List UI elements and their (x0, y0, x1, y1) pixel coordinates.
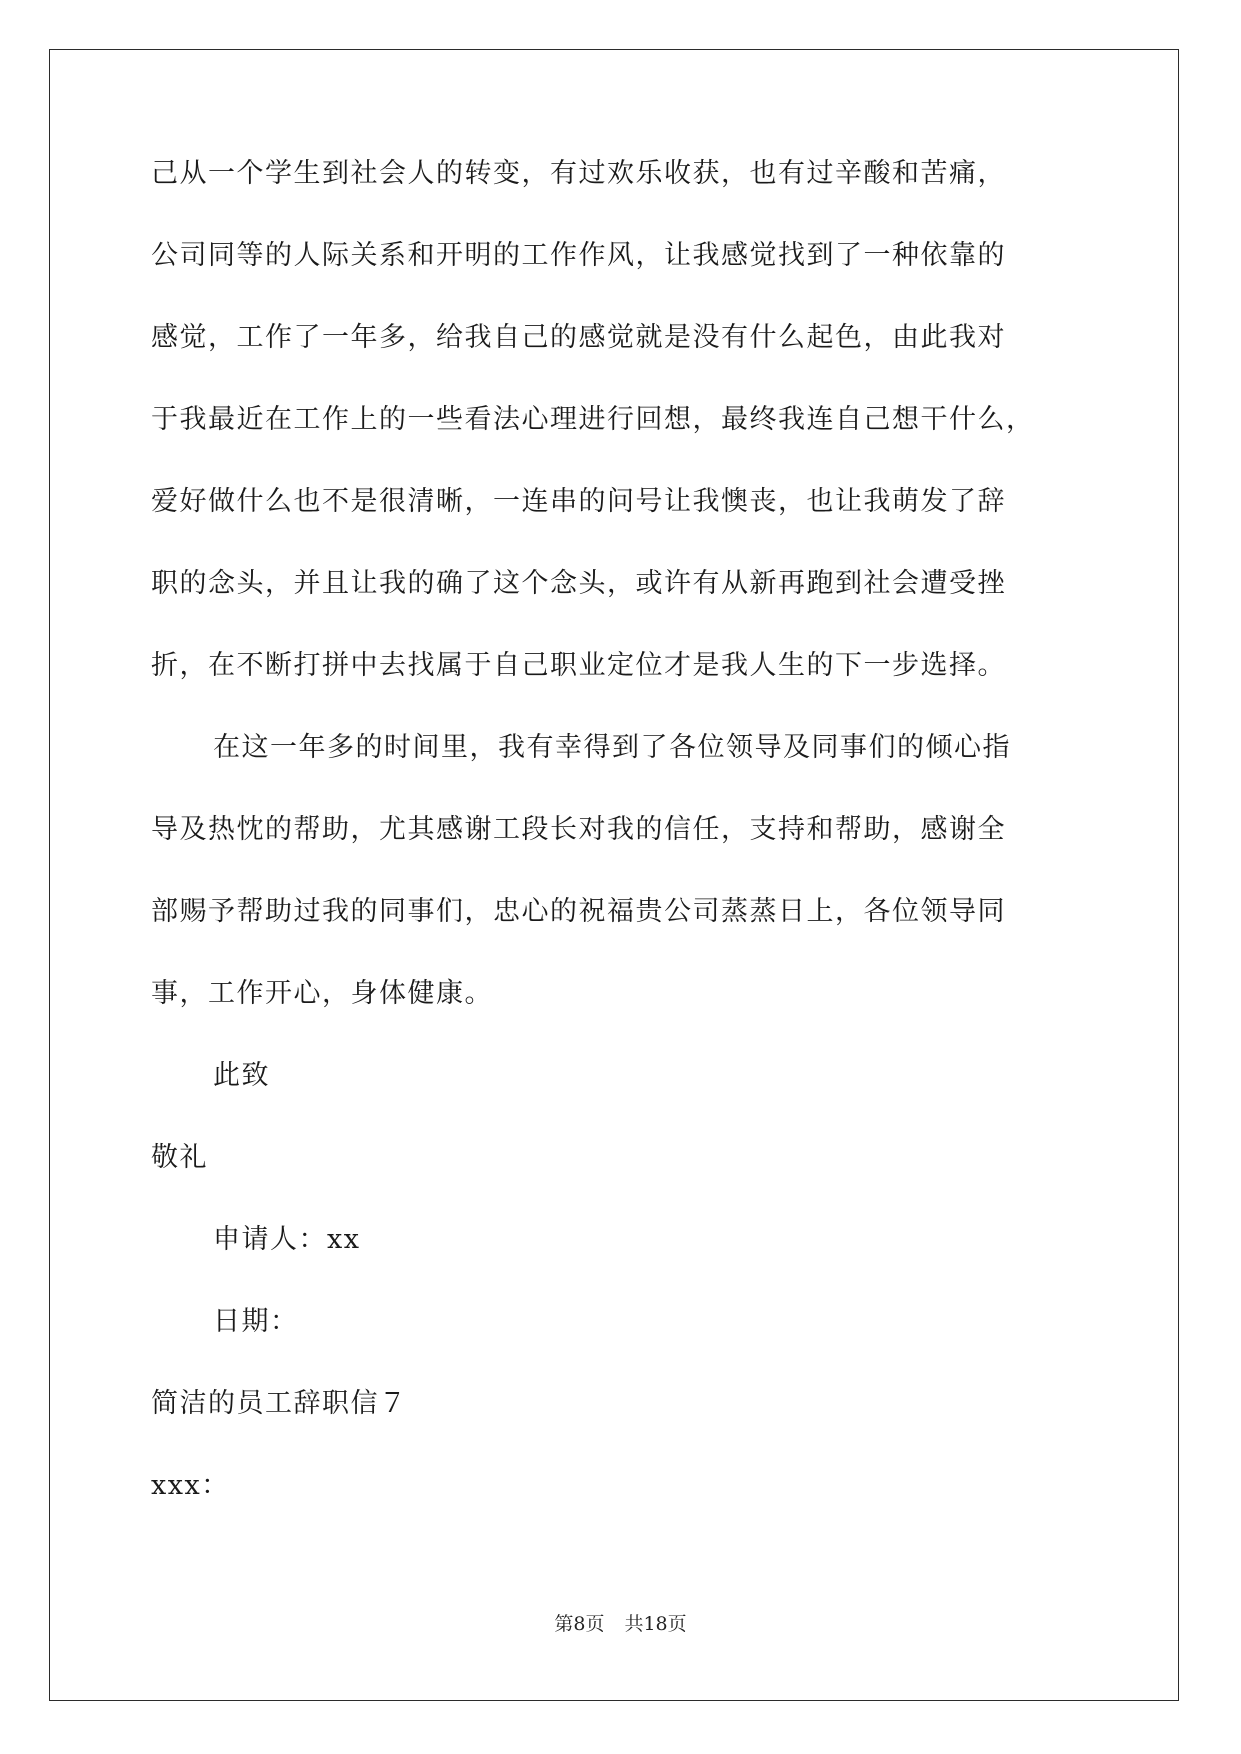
page-total: 共18页 (624, 1613, 687, 1635)
body-line-7: 折，在不断打拼中去找属于自己职业定位才是我人生的下一步选择。 (151, 650, 1006, 681)
salutation-line: xxx： (151, 1470, 230, 1501)
body-line-5: 爱好做什么也不是很清晰，一连串的问号让我懊丧，也让我萌发了辞 (151, 486, 1006, 517)
body-line-4: 于我最近在工作上的一些看法心理进行回想，最终我连自己想干什么， (151, 404, 1035, 435)
body-line-8: 在这一年多的时间里，我有幸得到了各位领导及同事们的倾心指 (213, 732, 1011, 763)
section-heading: 简洁的员工辞职信７ (151, 1388, 408, 1419)
closing-greeting: 此致 (213, 1060, 270, 1091)
body-line-1: 己从一个学生到社会人的转变，有过欢乐收获，也有过辛酸和苦痛， (151, 158, 1006, 189)
body-line-2: 公司同等的人际关系和开明的工作作风，让我感觉找到了一种依靠的 (151, 240, 1006, 271)
page-number: 第8页 (554, 1613, 605, 1635)
page-footer (0, 1612, 1241, 1636)
body-line-9: 导及热忱的帮助，尤其感谢工段长对我的信任，支持和帮助，感谢全 (151, 814, 1006, 845)
date-line: 日期： (213, 1306, 299, 1337)
body-line-10: 部赐予帮助过我的同事们，忠心的祝福贵公司蒸蒸日上，各位领导同 (151, 896, 1006, 927)
applicant-line: 申请人：xx (213, 1224, 361, 1255)
page-border (49, 49, 1179, 1701)
body-line-11: 事，工作开心，身体健康。 (151, 978, 493, 1009)
body-line-6: 职的念头，并且让我的确了这个念头，或许有从新再跑到社会遭受挫 (151, 568, 1006, 599)
closing-salute: 敬礼 (151, 1142, 208, 1173)
body-line-3: 感觉，工作了一年多，给我自己的感觉就是没有什么起色，由此我对 (151, 322, 1006, 353)
